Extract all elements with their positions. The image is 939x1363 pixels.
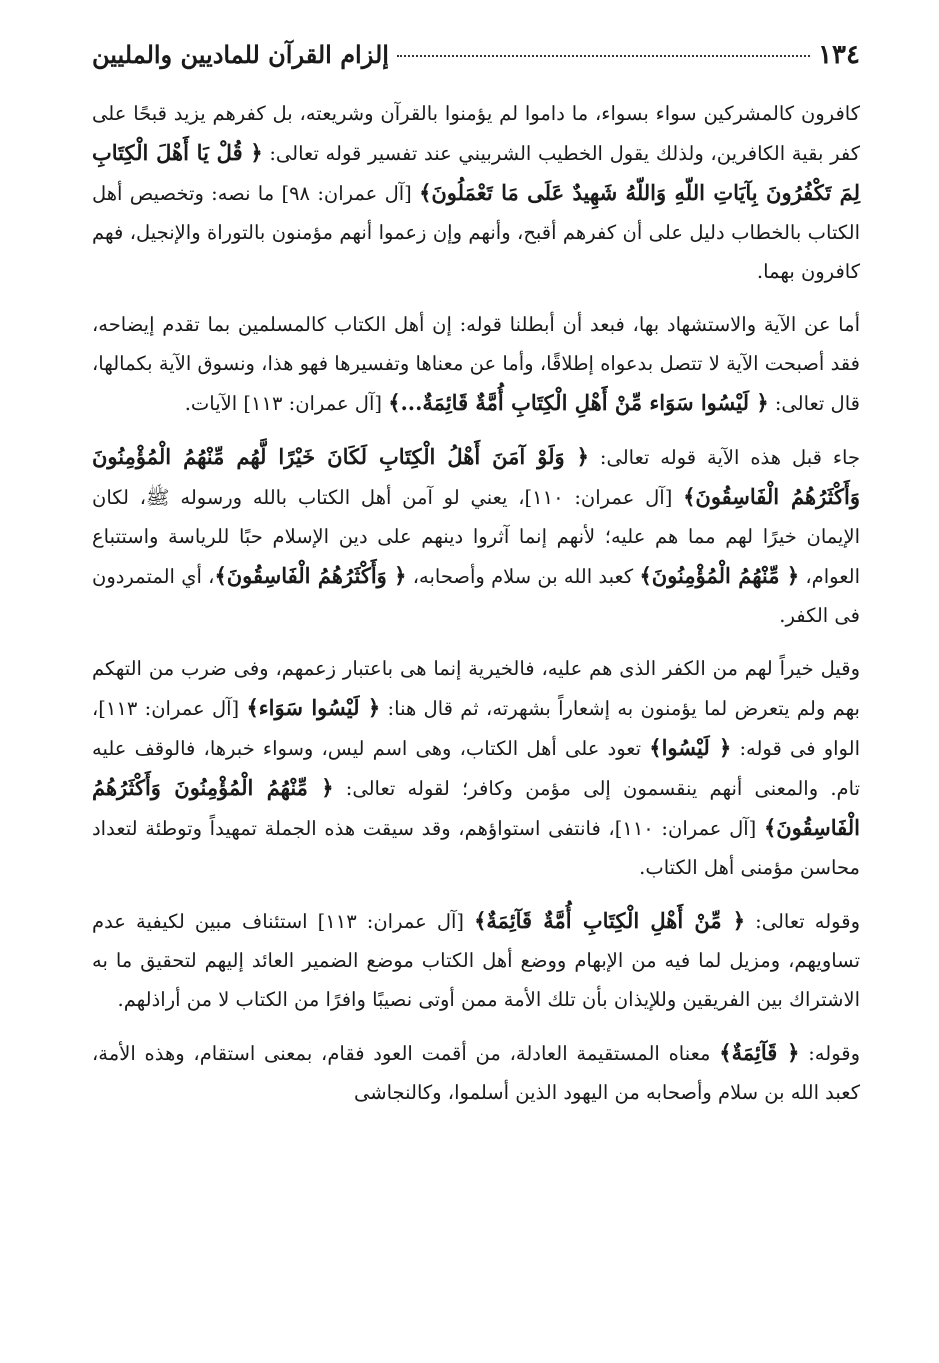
text-segment: كعبد الله بن سلام وأصحابه، bbox=[406, 565, 640, 588]
quran-verse: ﴿ مِّنْهُمُ الْمُؤْمِنُونَ وَأَكْثَرُهُمُ الْفَاسِقُونَ﴾ bbox=[92, 775, 860, 840]
quran-verse: ﴿ لَيْسُوا﴾ bbox=[649, 735, 732, 760]
text-segment: [آل عمران: ١١٠]، فانتفى استواؤهم، وقد سيقت هذه الجملة تمهيداً وتوطئة لتعداد محاسن مؤمنى أهل الكتاب. bbox=[92, 817, 860, 879]
quran-verse: ﴿ لَيْسُوا سَوَاء مِّنْ أَهْلِ الْكِتَابِ أُمَّةٌ قَائِمَةٌ...﴾ bbox=[388, 390, 769, 415]
text-segment: وقوله: bbox=[799, 1042, 861, 1065]
text-segment: [آل عمران: ١١٠]، يعني لو آمن أهل الكتاب بالله ورسوله ﷺ، لكان الإيمان خيرًا لهم مما هم عليه؛ لأنهم إنما آثروا دينهم على دين الإسلام حبًا للرياسة واستتباع العوام، bbox=[92, 486, 860, 588]
paragraph bbox=[92, 901, 860, 1019]
quran-verse: ﴿ قُلْ يَا أَهْلَ الْكِتَابِ لِمَ تَكْفُرُونَ بِآيَاتِ اللّهِ وَاللّهُ شَهِيدٌ عَلَى مَا تَعْمَلُونَ﴾ bbox=[92, 140, 861, 205]
quran-verse: ﴿ مِّنْ أَهْلِ الْكِتَابِ أُمَّةٌ قَآئِمَةٌ﴾ bbox=[474, 908, 746, 933]
quran-verse: ﴿ لَيْسُوا سَوَاء﴾ bbox=[246, 695, 381, 720]
body-text bbox=[92, 94, 860, 1112]
paragraph bbox=[92, 1033, 860, 1112]
text-segment: وقوله تعالى: bbox=[745, 910, 860, 933]
text-segment: [آل عمران: ١١٣]، الواو فى قوله: bbox=[92, 697, 860, 760]
text-segment: ، أي المتمردون فى الكفر. bbox=[92, 565, 860, 627]
quran-verse: ﴿ وَلَوْ آمَنَ أَهْلُ الْكِتَابِ لَكَانَ خَيْرًا لَّهُم مِّنْهُمُ الْمُؤْمِنُونَ وَأَكْثَرُهُمُ الْفَاسِقُونَ﴾ bbox=[92, 444, 860, 509]
header-dotted-leader bbox=[397, 54, 810, 57]
paragraph bbox=[92, 649, 860, 887]
page-number: ١٣٤ bbox=[818, 40, 860, 70]
text-segment: [آل عمران: ١١٣] الآيات. bbox=[184, 392, 389, 415]
book-page bbox=[92, 40, 860, 1126]
text-segment: [آل عمران: ١١٣] استئناف مبين لكيفية عدم تساويهم، ومزيل لما فيه من الإبهام ووضع أهل الكتاب موضع الضمير العائد إليهم لتحقيق ما به الاشتراك بين الفريقين وللإيذان بأن تلك الأمة ممن أوتى نصيبًا وافرًا من الكتاب لا من أراذلهم. bbox=[92, 910, 860, 1011]
text-segment: جاء قبل هذه الآية قوله تعالى: bbox=[588, 446, 860, 469]
text-segment: وقيل خيراً لهم من الكفر الذى هم عليه، فالخيرية إنما هى باعتبار زعمهم، وفى ضرب من التهكم بهم ولم يتعرض لما يؤمنون به إشعاراً بشهرته، ثم قال هنا: bbox=[92, 657, 860, 720]
quran-verse: ﴿ مِّنْهُمُ الْمُؤْمِنُونَ﴾ bbox=[639, 563, 800, 588]
paragraph bbox=[92, 305, 860, 423]
paragraph bbox=[92, 437, 860, 635]
text-segment: كافرون كالمشركين سواء بسواء، ما داموا لم يؤمنوا بالقرآن وشريعته، بل كفرهم يزيد قبحًا على كفر بقية الكافرين، ولذلك يقول الخطيب الشربيني عند تفسير قوله تعالى: bbox=[92, 102, 860, 165]
running-title: إلزام القرآن للماديين والمليين bbox=[92, 40, 389, 69]
paragraph bbox=[92, 94, 860, 291]
text-segment: أما عن الآية والاستشهاد بها، فبعد أن أبطلنا قوله: إن أهل الكتاب كالمسلمين بما تقدم إيضاحه، فقد أصبحت الآية لا تتصل بدعواه إطلاقًا، وأما عن معناها وتفسيرها فهو هذا، ونسوق الآية بكمالها، قال تعالى: bbox=[92, 313, 860, 415]
text-segment: [آل عمران: ٩٨] ما نصه: وتخصيص أهل الكتاب بالخطاب دليل على أن كفرهم أقبح، وأنهم وإن زعموا أنهم مؤمنون بالتوراة والإنجيل، فهم كافرون بهما. bbox=[92, 182, 860, 283]
text-segment: تعود على أهل الكتاب، وهى اسم ليس، وسواء خبرها، فالوقف عليه تام. والمعنى أنهم ينقسمون إلى مؤمن وكافر؛ لقوله تعالى: bbox=[92, 737, 860, 800]
text-segment: معناه المستقيمة العادلة، من أقمت العود فقام، بمعنى استقام، وهذه الأمة، كعبد الله بن سلام وأصحابه من اليهود الذين أسلموا، وكالنجاشى bbox=[92, 1042, 860, 1104]
quran-verse: ﴿ قَآئِمَةٌ﴾ bbox=[719, 1040, 800, 1065]
page-header bbox=[92, 40, 860, 88]
quran-verse: ﴿ وَأَكْثَرُهُمُ الْفَاسِقُونَ﴾ bbox=[214, 563, 407, 588]
